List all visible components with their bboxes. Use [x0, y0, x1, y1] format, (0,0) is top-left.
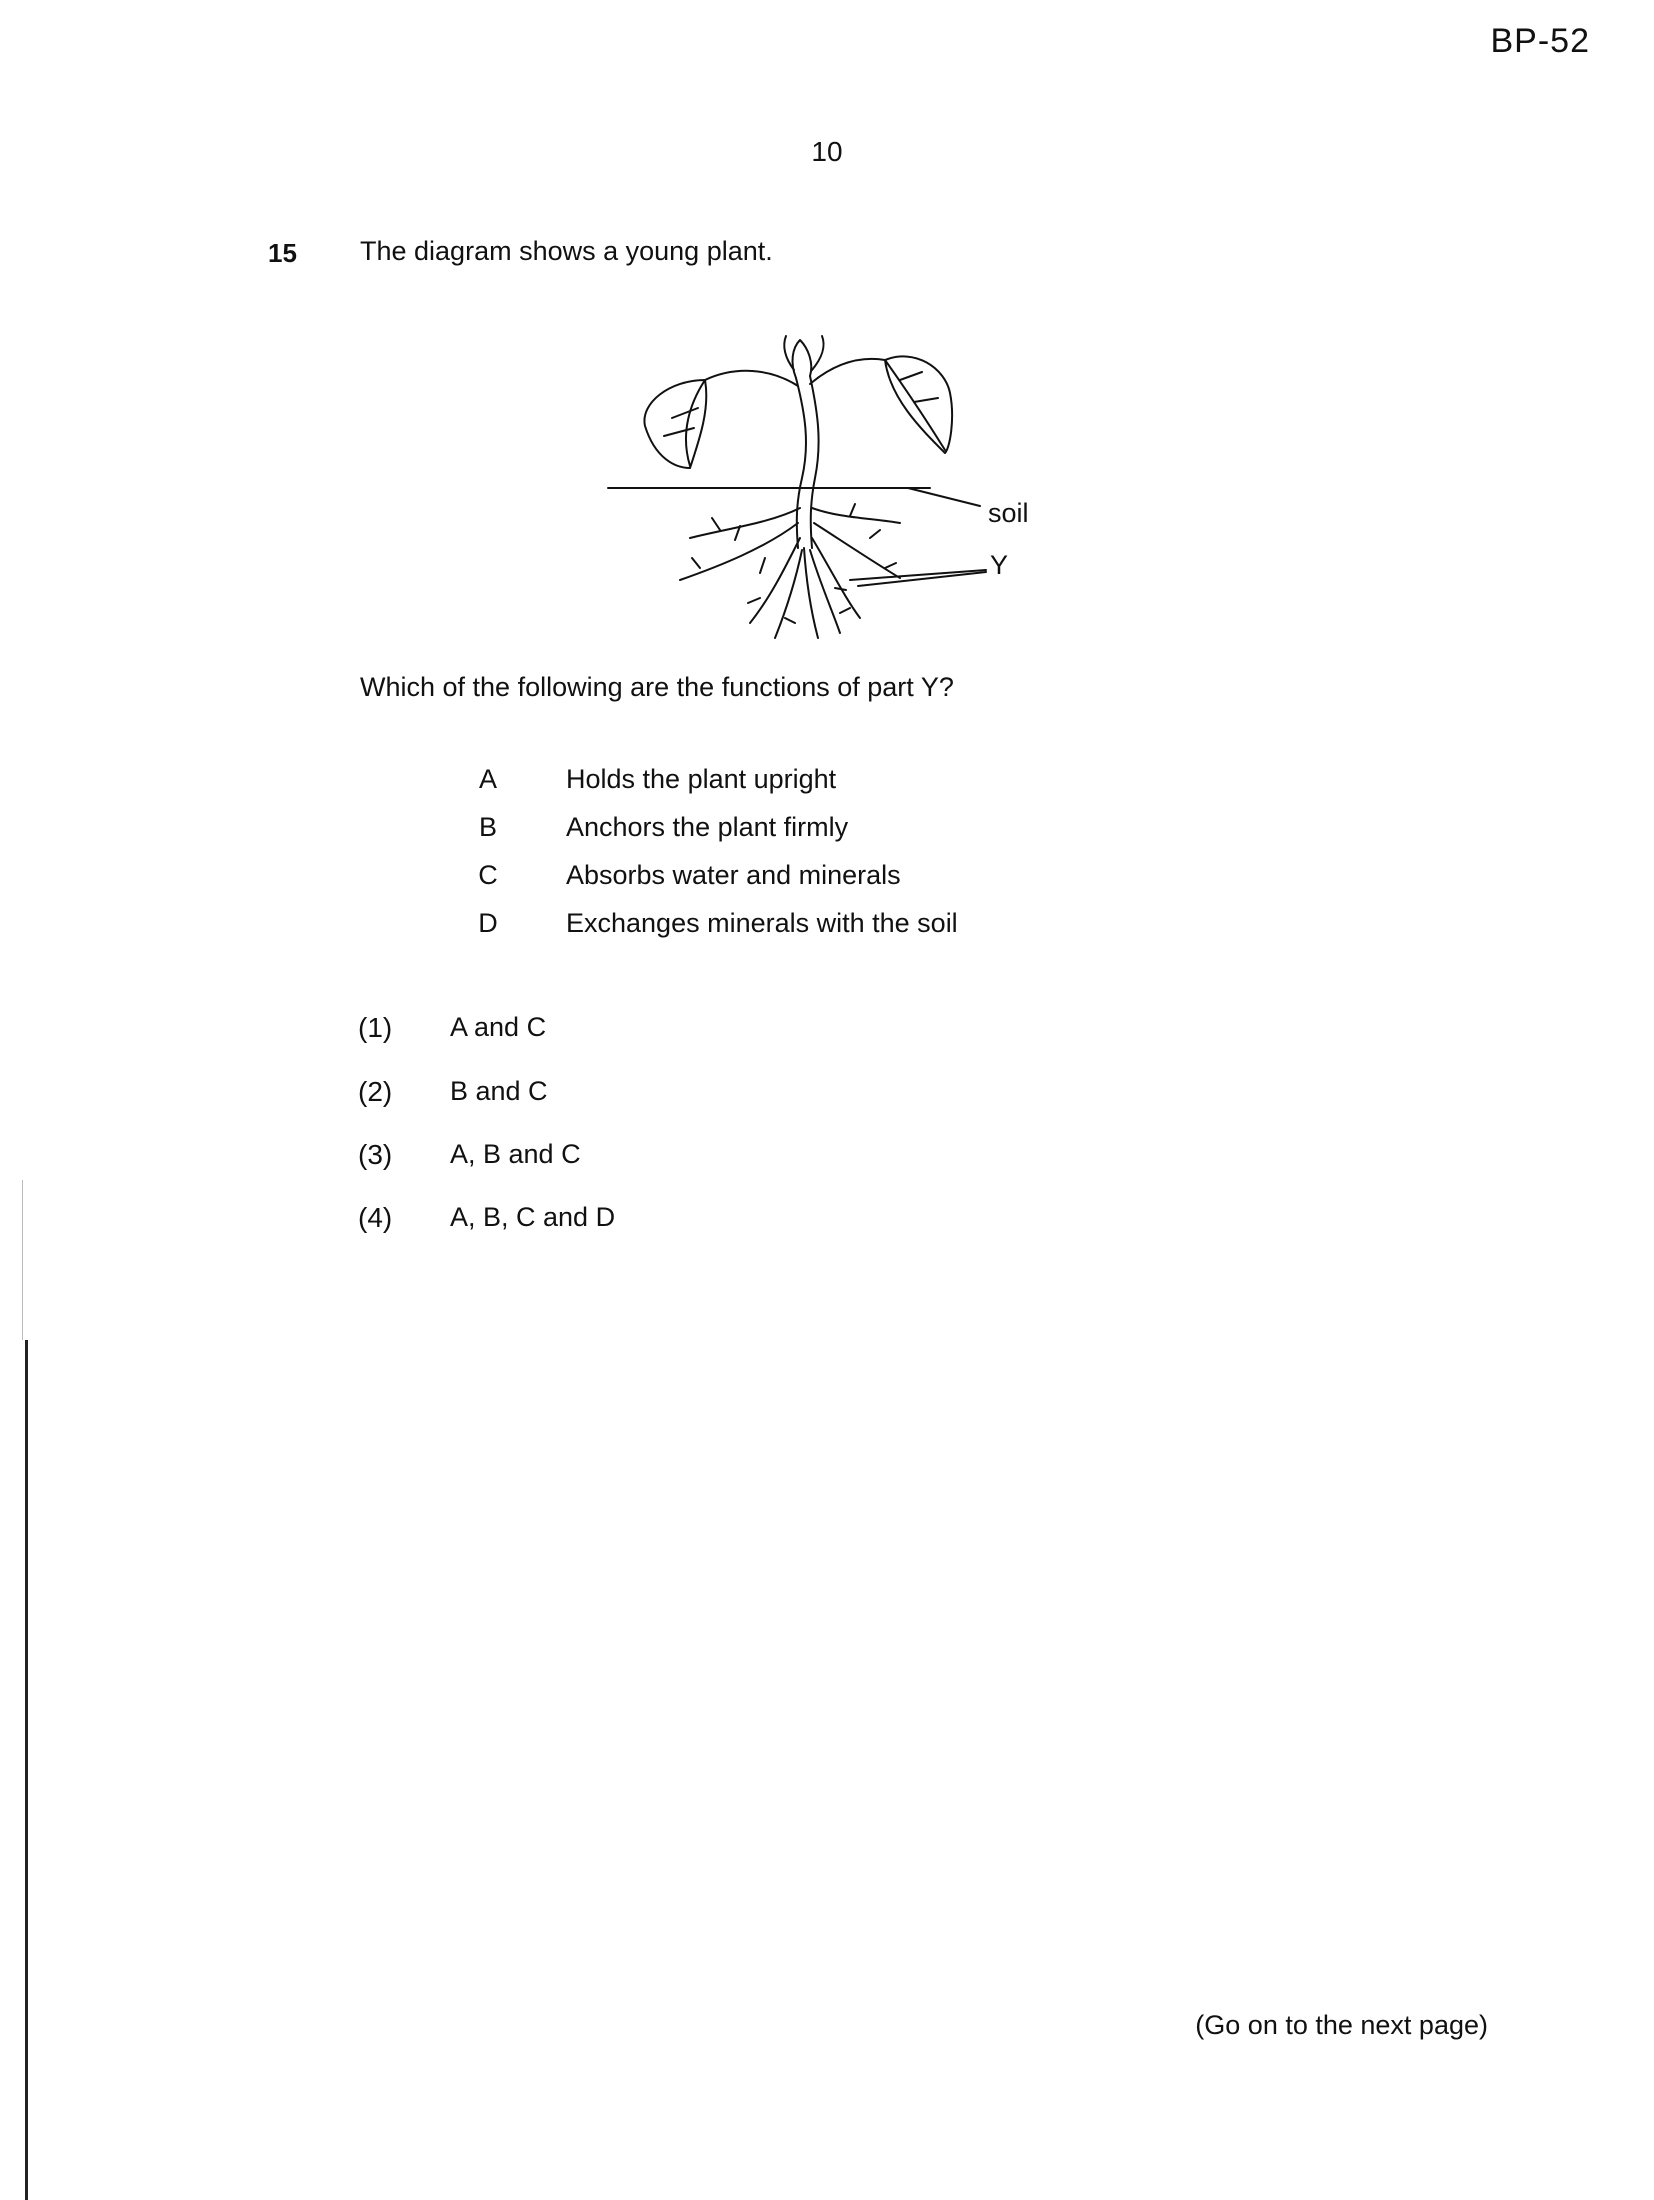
soil-leader-line: [908, 488, 980, 506]
option-number: (2): [358, 1076, 393, 1107]
option-number: (4): [358, 1202, 393, 1233]
page-number: 10: [811, 136, 843, 167]
question-prompt: Which of the following are the functions of part Y?: [360, 672, 954, 702]
option-text: A, B, C and D: [450, 1202, 616, 1232]
statement-text: Anchors the plant firmly: [566, 812, 849, 842]
scan-margin-line: [25, 1340, 28, 2200]
shoot-tip: [793, 340, 812, 378]
main-root: [804, 548, 818, 638]
header-code: BP-52: [1490, 22, 1590, 60]
root-left-4: [775, 550, 802, 638]
scan-margin-line-faint: [22, 1180, 23, 1340]
diagram-label-soil: soil: [988, 498, 1029, 528]
statement-letter: C: [478, 860, 498, 890]
shoot-tip-right: [812, 336, 824, 370]
left-leaf-vein-2: [664, 408, 698, 436]
option-number: (1): [358, 1012, 393, 1043]
root-right-2: [814, 523, 900, 578]
young-plant-diagram: [600, 318, 1060, 658]
footer-note: (Go on to the next page): [1195, 2010, 1488, 2040]
diagram-label-y: Y: [990, 550, 1009, 580]
right-leaf-vein-2: [900, 372, 938, 402]
option-text: B and C: [450, 1076, 548, 1106]
root-left-3: [750, 538, 800, 623]
root-right-1: [812, 508, 900, 523]
statement-text: Absorbs water and minerals: [566, 860, 901, 890]
left-branch: [705, 371, 798, 386]
statement-letter: A: [478, 764, 497, 794]
question-text: The diagram shows a young plant.: [360, 236, 773, 266]
option-text: A, B and C: [450, 1139, 581, 1169]
statement-text: Holds the plant upright: [566, 764, 837, 794]
statement-letter: B: [478, 812, 497, 842]
question-number: 15: [268, 238, 297, 268]
option-text: A and C: [450, 1012, 547, 1042]
statement-letter: D: [478, 908, 498, 938]
statement-text: Exchanges minerals with the soil: [566, 908, 958, 938]
option-number: (3): [358, 1139, 393, 1170]
right-branch: [810, 359, 885, 384]
right-leaf: [885, 356, 952, 453]
